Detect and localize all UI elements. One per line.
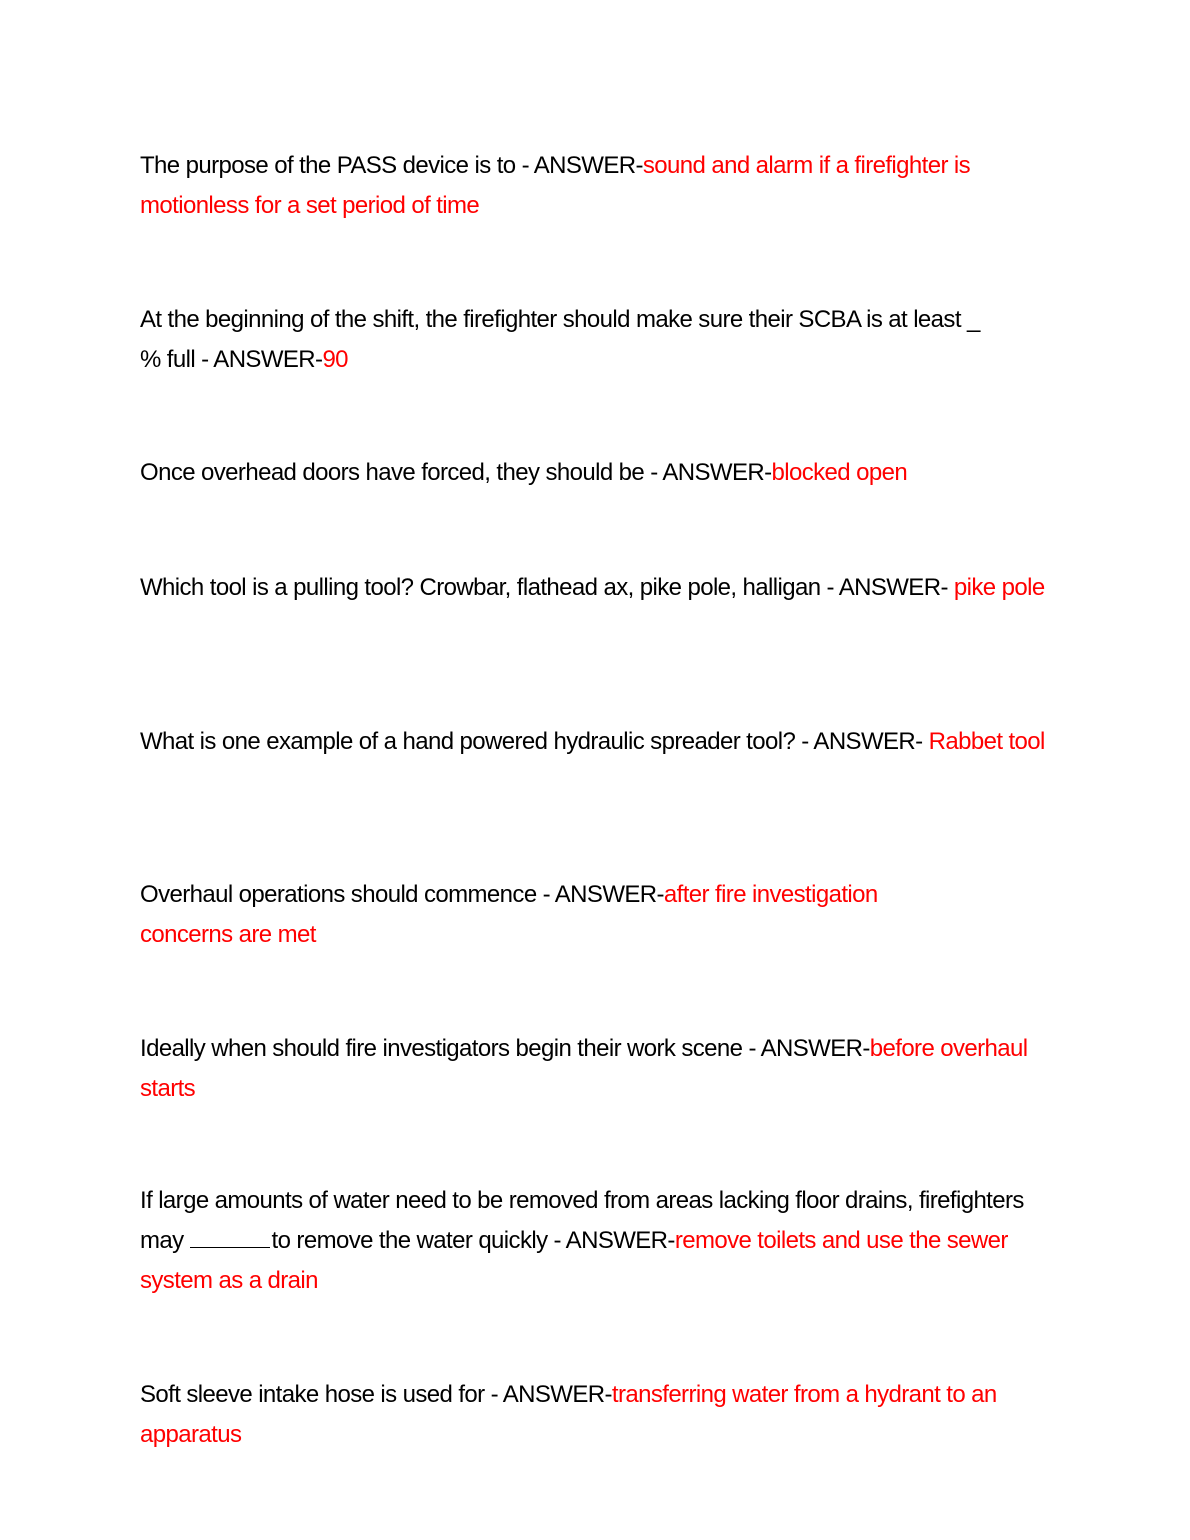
qa-item-5	[140, 722, 1050, 762]
qa-item-1	[140, 146, 1050, 226]
question-text: Ideally when should fire investigators begin their work scene - ANSWER-	[140, 1035, 870, 1062]
question-text: Soft sleeve intake hose is used for - ANSWER-	[140, 1381, 612, 1408]
answer-text: blocked open	[771, 459, 908, 486]
qa-item-8	[140, 1181, 1050, 1301]
qa-item-7	[140, 1029, 1050, 1109]
question-text: What is one example of a hand powered hydraulic spreader tool? - ANSWER-	[140, 728, 929, 755]
question-text: At the beginning of the shift, the firefighter should make sure their SCBA is at least _ % full - ANSWER-	[140, 306, 980, 373]
question-text: If large amounts of water need to be removed from areas lacking floor drains, firefighters may	[140, 1187, 1024, 1254]
question-text: The purpose of the PASS device is to - ANSWER-	[140, 152, 643, 179]
answer-text: remove toilets and use the sewer system as a drain	[140, 1227, 1008, 1294]
question-text: Overhaul operations should commence - ANSWER-	[140, 881, 664, 908]
fill-in-blank-line	[190, 1227, 270, 1248]
answer-text: transferring water from a hydrant to an apparatus	[140, 1381, 997, 1448]
answer-text: sound and alarm if a firefighter is motionless for a set period of time	[140, 152, 971, 219]
answer-text: after fire investigation concerns are met	[140, 881, 878, 948]
qa-item-4	[140, 568, 1050, 608]
qa-item-6	[140, 875, 910, 955]
answer-text: 90	[322, 346, 348, 373]
qa-item-3	[140, 453, 1050, 493]
question-text: Once overhead doors have forced, they should be - ANSWER-	[140, 459, 772, 486]
question-text: Which tool is a pulling tool? Crowbar, flathead ax, pike pole, halligan - ANSWER-	[140, 574, 954, 601]
answer-text: Rabbet tool	[928, 728, 1045, 755]
qa-item-2	[140, 300, 1000, 380]
qa-item-9	[140, 1375, 1050, 1455]
answer-text: before overhaul starts	[140, 1035, 1028, 1102]
answer-text: pike pole	[953, 574, 1045, 601]
question-text-continued: to remove the water quickly - ANSWER-	[271, 1227, 675, 1254]
